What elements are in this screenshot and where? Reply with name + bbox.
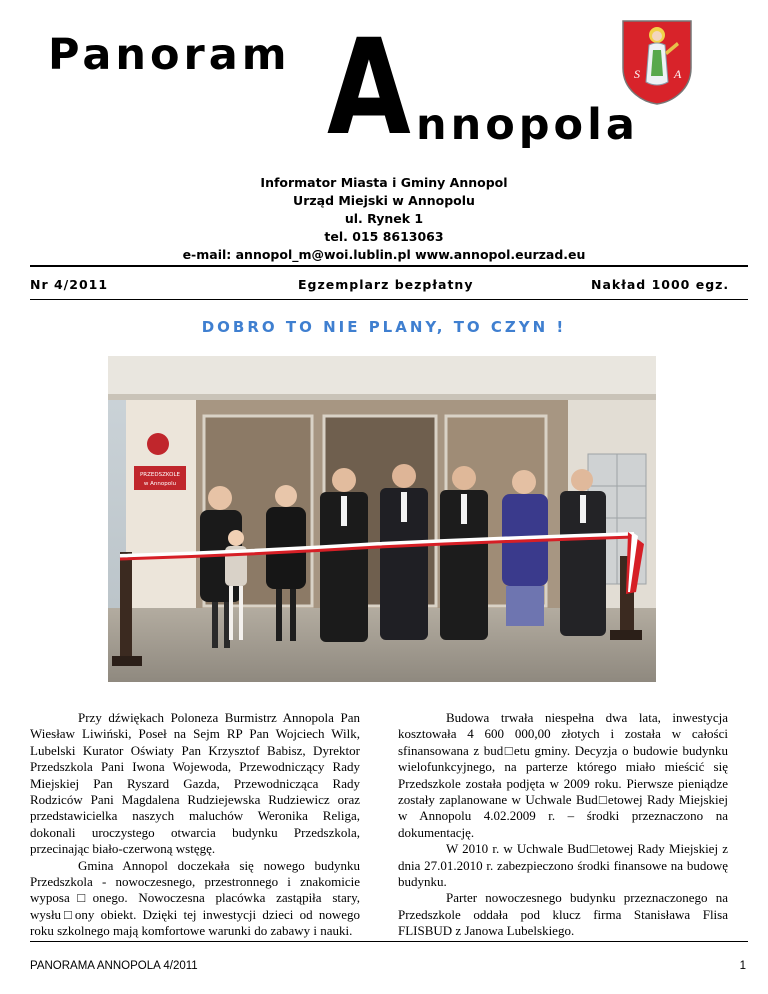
footer-rule: [30, 941, 748, 942]
publisher-info: [0, 174, 768, 264]
meta-rule: [30, 299, 748, 300]
masthead-title-part2: nnopola: [416, 100, 639, 150]
article-paragraph: Przy dźwiękach Poloneza Burmistrz Annopola Pan Wiesław Liwiński, Poseł na Sejm RP Pan Wojciech Wilk, Lubelski Kurator Oświaty Pan Krzysztof Babisz, Dyrektor Przedszkola Pani Iwona Wojewoda, Przewodniczący Rady Miejskiej Pan Ryszard Gazda, Przewodnicząca Rady Rodziców Pani Magdalena Rudziejewska Rudziewicz oraz przedstawicielka naszych maluchów Weronika Religa, dokonali uroczystego otwarcia budynku Przedszkola, przecinając biało-czerwoną wstęgę.: [30, 710, 360, 857]
info-line-3: ul. Rynek 1: [344, 211, 424, 226]
page-number: 1: [739, 960, 746, 972]
masthead-title-big-letter: A: [327, 11, 411, 165]
svg-text:A: A: [674, 67, 682, 81]
article-paragraph: W 2010 r. w Uchwale Bud□etowej Rady Miejskiej z dnia 27.01.2010 r. zabezpieczono środki finansowe na budowę budynku.: [398, 841, 728, 890]
info-line-2: Urząd Miejski w Annopolu: [293, 193, 475, 208]
article-paragraph: Budowa trwała niespełna dwa lata, inwestycja kosztowała 4 600 000,00 złotych i została w całości sfinansowana z bud□etu gminy. Decyzja o budowie budynku wielofunkcyjnego, na parterze którego miało mieścić się Przedszkole została podjęta w 2009 roku. Pierwsze pieniądze zostały zaplanowane w Uchwale Bud□etowej Rady Miejskiej w Annopolu 4.02.2009 r. – środki przeznaczono na dokumentację.: [398, 710, 728, 840]
photo-sign-line-1: PRZEDSZKOLE: [139, 472, 181, 478]
circulation-label: Nakład 1000 egz.: [591, 277, 730, 292]
info-line-4: tel. 015 8613063: [324, 229, 444, 244]
footer-publication: PANORAMA ANNOPOLA 4/2011: [30, 960, 198, 972]
info-line-5: e-mail: annopol_m@woi.lublin.pl www.annopol.eurzad.eu: [182, 247, 586, 262]
ribbon-cutting-photo: [108, 356, 656, 682]
top-rule: [30, 265, 748, 267]
svg-text:S: S: [634, 67, 640, 81]
issue-number: Nr 4/2011: [30, 277, 109, 292]
article-paragraph: Gmina Annopol doczekała się nowego budynku Przedszkola - nowoczesnego, przestronnego i znakomicie wyposa□onego. Nowoczesna placówka zastąpiła stary, wysłu□ony obiekt. Dzięki tej inwestycji dzieci od nowego roku szkolnego mają komfortowe warunki do zabawy i nauki.: [30, 857, 360, 939]
masthead: [0, 0, 768, 170]
masthead-title-part1: Panoram: [48, 30, 291, 80]
headline: DOBRO TO NIE PLANY, TO CZYN !: [201, 318, 567, 336]
coat-of-arms-icon: [620, 18, 694, 106]
article-right-column: [398, 710, 728, 940]
article-left-column: [30, 710, 360, 940]
photo-sign-line-2: w Annopolu: [143, 481, 177, 487]
free-copy-label: Egzemplarz bezpłatny: [298, 277, 474, 292]
article-paragraph: Parter nowoczesnego budynku przeznaczonego na Przedszkole oddała pod klucz firma Stanisława Flisa FLISBUD z Janowa Lubelskiego.: [398, 890, 728, 939]
info-line-1: Informator Miasta i Gminy Annopol: [260, 175, 508, 190]
